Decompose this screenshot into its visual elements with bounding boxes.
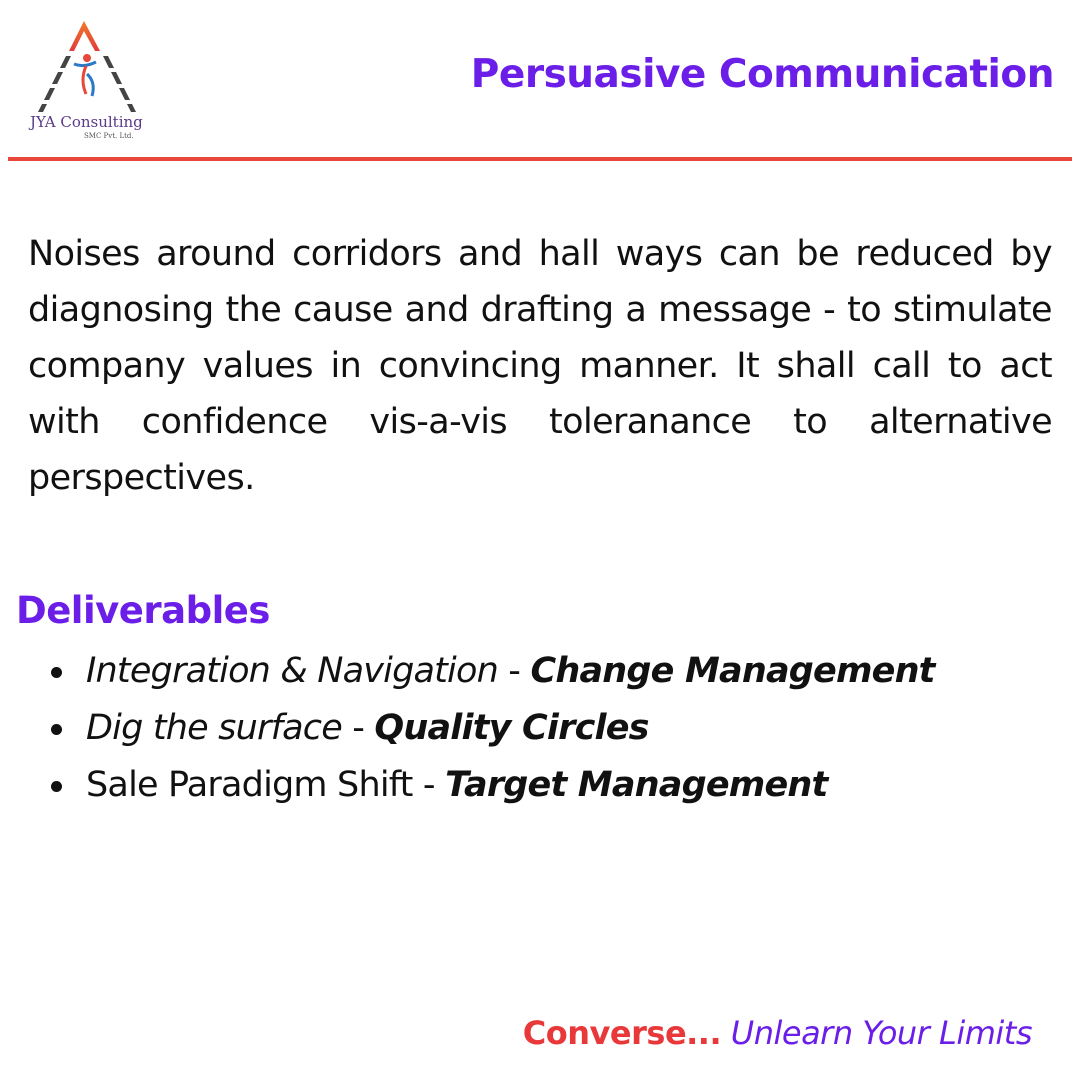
- deliverable-lead: Dig the surface: [86, 708, 342, 748]
- bullet-icon: [51, 724, 62, 735]
- intro-paragraph: Noises around corridors and hall ways can be reduced by diagnosing the cause and drafting a message - to stimulate company values in convincing manner. It shall call to act with confidence vis-a-vis toleranance to alternative perspectives.: [28, 234, 1052, 498]
- tagline-lead: Converse...: [522, 1014, 722, 1052]
- footer-tagline: [523, 1014, 1032, 1052]
- deliverable-separator: -: [341, 708, 375, 748]
- bullet-icon: [51, 781, 62, 792]
- deliverable-lead: Integration & Navigation: [86, 651, 498, 691]
- deliverable-lead: Sale Paradigm Shift: [86, 765, 413, 805]
- bullet-icon: [51, 667, 62, 678]
- deliverable-separator: -: [412, 765, 446, 805]
- list-item: [46, 703, 935, 760]
- logo-mark-icon: [22, 18, 152, 118]
- tagline-rest: Unlearn Your Limits: [721, 1014, 1032, 1052]
- logo-name: JYA Consulting: [30, 113, 143, 131]
- list-item: [46, 760, 935, 817]
- logo-subtitle: SMC Pvt. Ltd.: [84, 132, 134, 140]
- deliverable-separator: -: [497, 651, 531, 691]
- list-item: [46, 646, 935, 703]
- page-title: Persuasive Communication: [470, 52, 1054, 97]
- deliverable-emphasis: Target Management: [445, 765, 828, 805]
- deliverable-emphasis: Quality Circles: [374, 708, 649, 748]
- deliverables-list: [46, 646, 935, 817]
- header-divider: [8, 157, 1072, 161]
- deliverable-emphasis: Change Management: [530, 651, 935, 691]
- brand-logo: [22, 18, 152, 143]
- deliverables-heading: Deliverables: [16, 589, 270, 632]
